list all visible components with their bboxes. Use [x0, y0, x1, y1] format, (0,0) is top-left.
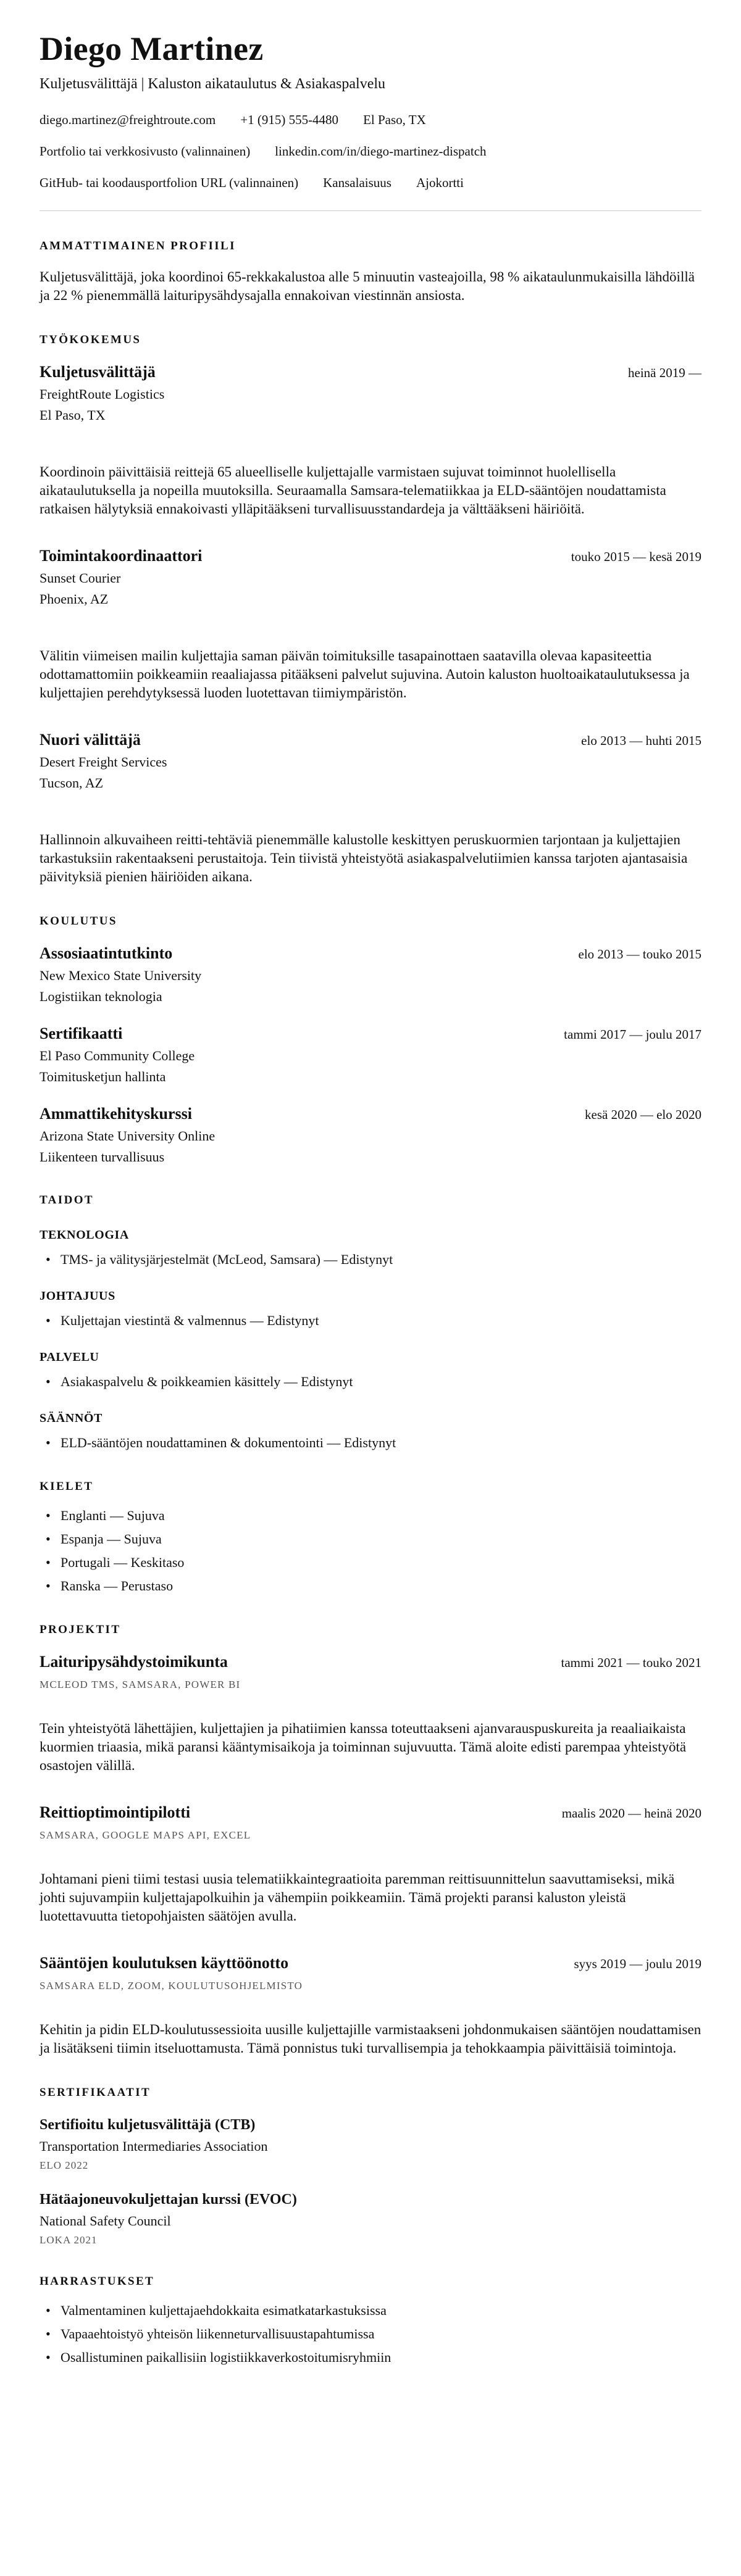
hobby-item: • Vapaaehtoistyö yhteisön liikenneturvallisuustapahtumissa — [40, 2325, 701, 2343]
section-certifications — [40, 2086, 701, 2246]
linkedin-link[interactable]: linkedin.com/in/diego-martinez-dispatch — [275, 144, 487, 159]
project-title: Laituripysähdystoimikunta — [40, 1653, 228, 1671]
section-heading-languages: KIELET — [40, 1480, 94, 1494]
certification-name: Sertifioitu kuljetusvälittäjä (CTB) — [40, 2117, 256, 2134]
section-heading-projects: PROJEKTIT — [40, 1623, 121, 1637]
hobby-list — [40, 2302, 701, 2366]
education-entry-head — [40, 944, 701, 963]
section-heading-skills: TAIDOT — [40, 1194, 94, 1207]
language-list — [40, 1507, 701, 1595]
contact-row-links — [40, 144, 701, 159]
section-heading-certifications: SERTIFIKAATIT — [40, 2086, 151, 2100]
job-company: Desert Freight Services — [40, 754, 167, 770]
phone-text: +1 (915) 555-4480 — [240, 112, 339, 128]
skill-group — [40, 1350, 701, 1390]
job-dates: touko 2015 — kesä 2019 — [571, 549, 701, 565]
skill-group — [40, 1411, 701, 1452]
school-name: New Mexico State University — [40, 968, 202, 984]
hobby-item: • Osallistuminen paikallisiin logistiikkaverkostoitumisryhmiin — [40, 2349, 701, 2366]
header-divider — [40, 210, 701, 211]
project-description: Kehitin ja pidin ELD-koulutussessioita uusille kuljettajille varmistaakseni johdonmukaisen sääntöjen noudattamisen ja lisätäkseni tiimin itseluottamusta. Tämä ponnistus tuki turvallisempia ja tehokkaampia päivittäisiä toimintoja. — [40, 2022, 701, 2056]
education-entry — [40, 1105, 701, 1165]
certification-name: Hätäajoneuvokuljettajan kurssi (EVOC) — [40, 2192, 297, 2208]
degree-title: Ammattikehityskurssi — [40, 1105, 193, 1123]
field-of-study: Logistiikan teknologia — [40, 989, 162, 1005]
skill-category: JOHTAJUUS — [40, 1289, 115, 1303]
contact-row-extra — [40, 175, 701, 191]
section-heading-education: KOULUTUS — [40, 915, 117, 928]
contact-row-primary — [40, 112, 701, 128]
skill-item: • Asiakaspalvelu & poikkeamien käsittely — Edistynyt — [40, 1373, 701, 1390]
hobby-item: • Valmentaminen kuljettajaehdokkaita esimatkatarkastuksissa — [40, 2302, 701, 2319]
language-item: • Portugali — Keskitaso — [40, 1554, 701, 1571]
certification-entry — [40, 2117, 701, 2172]
citizenship-label: Kansalaisuus — [323, 175, 391, 191]
resume-header — [40, 31, 701, 211]
section-languages — [40, 1480, 701, 1595]
job-description: Hallinnoin alkuvaiheen reitti-tehtäviä pienemmälle kalustolle keskittyen peruskuormien tarjontaan ja kuljettajien tarkastuksiin rakentaakseni perustaitoja. Tein tiivistä yhteistyötä asiakaspalvelutiimien kanssa tarjoten ajantasaisia päivityksiä pienien häiriöiden aikana. — [40, 832, 688, 885]
skill-list — [40, 1434, 701, 1452]
language-item: • Espanja — Sujuva — [40, 1531, 701, 1548]
skill-list — [40, 1251, 701, 1268]
certification-date: ELO 2022 — [40, 2159, 89, 2172]
work-entry — [40, 547, 701, 702]
portfolio-placeholder-text: Portfolio tai verkkosivusto (valinnainen) — [40, 144, 251, 159]
work-entry-head — [40, 363, 701, 381]
section-profile — [40, 239, 701, 305]
work-entry — [40, 731, 701, 886]
project-dates: tammi 2021 — touko 2021 — [561, 1655, 701, 1671]
project-description: Tein yhteistyötä lähettäjien, kuljettajien ja pihatiimien kanssa toteuttaakseni ajanvarauspuskureita ja reaaliaikaista kuormien triaasia, mikä paransi kääntymisaikoja ja toiminnan sujuvuutta. Tämä aloite edisti parempaa yhteistyötä osastojen välillä. — [40, 1721, 687, 1774]
skill-group — [40, 1228, 701, 1268]
education-entry — [40, 944, 701, 1005]
skill-item: • TMS- ja välitysjärjestelmät (McLeod, Samsara) — Edistynyt — [40, 1251, 701, 1268]
section-hobbies — [40, 2275, 701, 2366]
job-dates: elo 2013 — huhti 2015 — [581, 733, 701, 749]
section-projects — [40, 1623, 701, 2058]
certification-date: LOKA 2021 — [40, 2234, 98, 2246]
education-entry — [40, 1024, 701, 1085]
project-tools: SAMSARA ELD, ZOOM, KOULUTUSOHJELMISTO — [40, 1980, 303, 1992]
project-entry — [40, 1653, 701, 1775]
job-description: Välitin viimeisen mailin kuljettajia saman päivän toimituksille tasapainottaen saatavilla olevaa kapasiteettia odottamattomiin poikkeamiin reaaliajassa pitääkseni palvelut sujuvina. Autoin kaluston huoltoaikataulutuksessa ja kuljettajien perehdytyksessä luoden luotettavan tiimiympäristön. — [40, 648, 690, 701]
section-education — [40, 915, 701, 1165]
project-description: Johtamani pieni tiimi testasi uusia telematiikkaintegraatioita paremman reittisuunnittelun saavuttamiseksi, mikä johti sujuvampiin kuljettajapolkuihin ja vähempiin poikkeamiin. Tämä projekti paransi kaluston yleistä luotettavuutta tietopohjaisten säätöjen avulla. — [40, 1871, 675, 1924]
language-item: • Englanti — Sujuva — [40, 1507, 701, 1524]
degree-title: Sertifikaatti — [40, 1024, 123, 1043]
profile-summary: Kuljetusvälittäjä, joka koordinoi 65-rekkakalustoa alle 5 minuutin vasteajoilla, 98 % aikataulunmukaisilla lähdöillä ja 22 % pienemmällä laituripysähdysajalla ennakoivan viestinnän ansiosta. — [40, 269, 695, 304]
candidate-name: Diego Martinez — [40, 30, 264, 67]
job-company: Sunset Courier — [40, 570, 121, 586]
location-text: El Paso, TX — [363, 112, 426, 128]
education-entry-head — [40, 1105, 701, 1123]
job-company: FreightRoute Logistics — [40, 386, 165, 402]
work-entry-head — [40, 547, 701, 565]
school-name: El Paso Community College — [40, 1048, 195, 1064]
job-title: Kuljetusvälittäjä — [40, 363, 156, 381]
candidate-tagline: Kuljetusvälittäjä | Kaluston aikataulutus & Asiakaspalvelu — [40, 76, 386, 93]
project-tools: MCLEOD TMS, SAMSARA, POWER BI — [40, 1679, 241, 1691]
job-location: Phoenix, AZ — [40, 591, 109, 607]
job-description: Koordinoin päivittäisiä reittejä 65 alueelliselle kuljettajalle varmistaen sujuvat toiminnot huolellisella aikataulutuksella ja nopeilla muutoksilla. Seuraamalla Samsara-telematiikkaa ja ELD-sääntöjen noudattamista ratkaisen hälytyksiä ennakoivasti ylläpitääkseni turvallisuusstandardeja ja välttääkseni häiriöitä. — [40, 464, 666, 517]
job-location: El Paso, TX — [40, 407, 106, 423]
skill-item: • ELD-sääntöjen noudattaminen & dokumentointi — Edistynyt — [40, 1434, 701, 1452]
project-dates: syys 2019 — joulu 2019 — [574, 1956, 701, 1972]
job-title: Nuori välittäjä — [40, 731, 141, 749]
skill-category: PALVELU — [40, 1350, 99, 1365]
email-link[interactable]: diego.martinez@freightroute.com — [40, 112, 216, 128]
project-dates: maalis 2020 — heinä 2020 — [561, 1806, 701, 1821]
work-entry-head — [40, 731, 701, 749]
project-tools: SAMSARA, GOOGLE MAPS API, EXCEL — [40, 1829, 251, 1842]
certification-entry — [40, 2192, 701, 2246]
certification-issuer: Transportation Intermediaries Association — [40, 2138, 268, 2154]
skill-group — [40, 1289, 701, 1329]
project-title: Sääntöjen koulutuksen käyttöönotto — [40, 1954, 289, 1972]
education-dates: kesä 2020 — elo 2020 — [585, 1107, 701, 1123]
project-entry-head — [40, 1954, 701, 1972]
drivers-license-label: Ajokortti — [416, 175, 464, 191]
project-title: Reittioptimointipilotti — [40, 1803, 191, 1822]
section-heading-hobbies: HARRASTUKSET — [40, 2275, 155, 2288]
education-dates: elo 2013 — touko 2015 — [578, 947, 701, 962]
project-entry — [40, 1954, 701, 2058]
field-of-study: Toimitusketjun hallinta — [40, 1069, 166, 1085]
skill-item: • Kuljettajan viestintä & valmennus — Edistynyt — [40, 1312, 701, 1329]
school-name: Arizona State University Online — [40, 1128, 216, 1144]
education-dates: tammi 2017 — joulu 2017 — [564, 1027, 701, 1042]
section-heading-work: TYÖKOKEMUS — [40, 333, 141, 347]
skill-category: SÄÄNNÖT — [40, 1411, 103, 1426]
github-placeholder-text: GitHub- tai koodausportfolion URL (valinnainen) — [40, 175, 299, 191]
skill-list — [40, 1373, 701, 1390]
section-heading-profile: AMMATTIMAINEN PROFIILI — [40, 239, 236, 253]
section-skills — [40, 1194, 701, 1452]
language-item: • Ranska — Perustaso — [40, 1577, 701, 1595]
field-of-study: Liikenteen turvallisuus — [40, 1149, 165, 1165]
project-entry-head — [40, 1803, 701, 1822]
work-entry — [40, 363, 701, 518]
skill-category: TEKNOLOGIA — [40, 1228, 129, 1242]
job-dates: heinä 2019 — — [628, 365, 701, 381]
degree-title: Assosiaatintutkinto — [40, 944, 173, 963]
education-entry-head — [40, 1024, 701, 1043]
project-entry-head — [40, 1653, 701, 1671]
project-entry — [40, 1803, 701, 1926]
job-location: Tucson, AZ — [40, 775, 104, 791]
certification-issuer: National Safety Council — [40, 2213, 171, 2229]
skill-list — [40, 1312, 701, 1329]
job-title: Toimintakoordinaattori — [40, 547, 203, 565]
section-work — [40, 333, 701, 886]
